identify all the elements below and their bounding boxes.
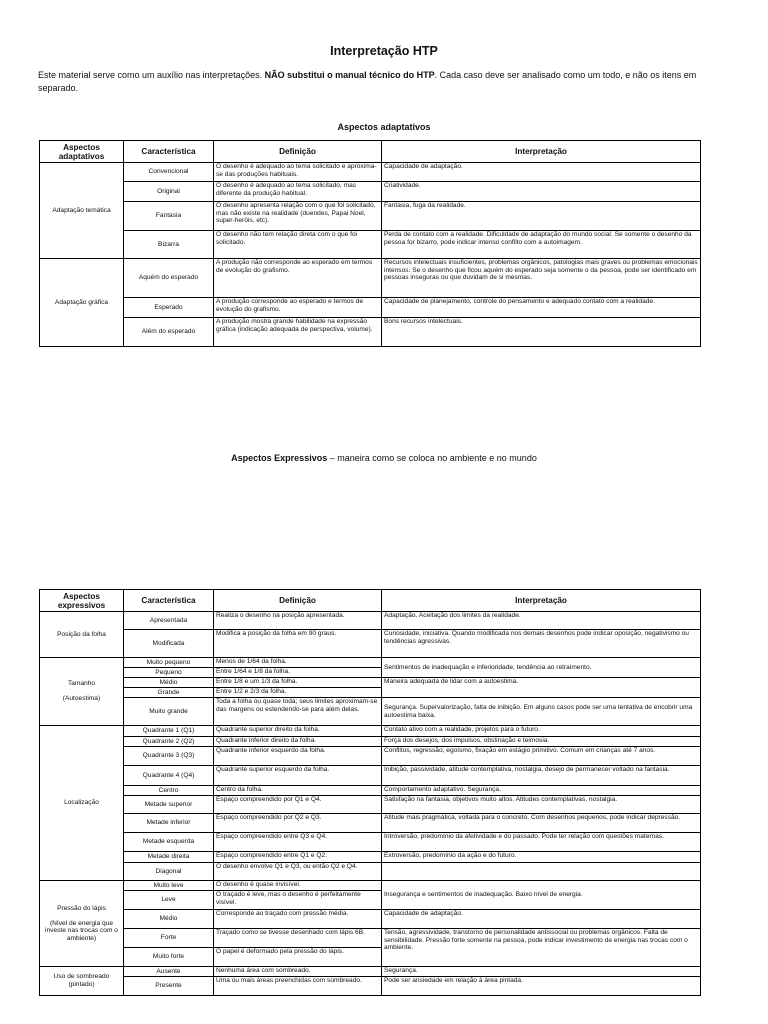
- characteristic-cell: Quadrante 2 (Q2): [124, 737, 214, 747]
- characteristic-cell: Ausente: [124, 967, 214, 977]
- characteristic-cell: Muito pequeno: [124, 658, 214, 668]
- definition-cell: Entre 1/8 e um 1/3 da folha.: [214, 678, 382, 688]
- characteristic-cell: Muito forte: [124, 948, 214, 967]
- intro-text-continued: . Cada caso deve ser analisado como um todo, e não os itens em separado.: [38, 70, 697, 93]
- table-row: [40, 318, 701, 347]
- interpretation-cell: Criatividade.: [382, 182, 701, 202]
- interpretation-cell: Curiosidade, iniciativa. Quando modificada nos demais desenhos pode indicar oposição, negativismo ou tendências agressivas.: [382, 630, 701, 658]
- definition-cell: Quadrante superior direito da folha.: [214, 726, 382, 737]
- aspect-cell: [40, 881, 124, 967]
- table-row: [40, 163, 701, 182]
- definition-cell: Toda a folha ou quase toda; seus limites aproximam-se das margens ou estendendo-se para além delas.: [214, 698, 382, 726]
- table-row: [40, 814, 701, 833]
- aspect-sublabel: (Nível de energia que investe nas trocas com o ambiente): [45, 919, 118, 942]
- definition-cell: Nenhuma área com sombreado.: [214, 967, 382, 977]
- header-definition: Definição: [214, 141, 382, 163]
- characteristic-cell: Original: [124, 182, 214, 202]
- table-row: [40, 786, 701, 796]
- characteristic-cell: Diagonal: [124, 863, 214, 881]
- characteristic-cell: Metade superior: [124, 796, 214, 814]
- definition-cell: Espaço compreendido entre Q3 e Q4.: [214, 833, 382, 852]
- aspect-label: Pressão do lápis: [57, 904, 106, 912]
- table-row: [40, 678, 701, 688]
- intro-text: Este material serve como um auxílio nas interpretações.: [38, 70, 265, 80]
- definition-cell: O desenho é adequado ao tema solicitado, mas diferente da produção habitual.: [214, 182, 382, 202]
- header-interpretation: Interpretação: [382, 590, 701, 612]
- section-title-expressive: [0, 453, 768, 463]
- interpretation-cell: Extroversão, predomínio da ação e do futuro.: [382, 852, 701, 863]
- interpretation-cell: Recursos intelectuais insuficientes, problemas orgânicos, patologias mais graves ou problemas emocionais intensos. Se o desenho que ficou aquém do esperado seja somente o da pessoa, pode ser identificado em pessoas inseguras ou que duvidam de si mesmas.: [382, 259, 701, 298]
- aspect-sublabel: (Autoestima): [62, 695, 101, 703]
- characteristic-cell: Metade direita: [124, 852, 214, 863]
- characteristic-cell: Centro: [124, 786, 214, 796]
- characteristic-cell: Convencional: [124, 163, 214, 182]
- definition-cell: Corresponde ao traçado com pressão média.: [214, 910, 382, 929]
- table-row: [40, 612, 701, 630]
- interpretation-cell: Perda de contato com a realidade. Dificuldade de adaptação do mundo social. Se somente o desenho da pessoa for bizarro, pode indicar intenso conflito com a autoimagem.: [382, 231, 701, 259]
- interpretation-cell: Inibição, passividade, atitude contemplativa, nostalgia, desejo de permanecer voltado na fantasia.: [382, 766, 701, 786]
- characteristic-cell: Metade inferior: [124, 814, 214, 833]
- definition-cell: Espaço compreendido por Q1 e Q4.: [214, 796, 382, 814]
- interpretation-cell: Bons recursos intelectuais.: [382, 318, 701, 347]
- aspect-cell: Uso de sombreado (pintado): [40, 967, 124, 996]
- table-row: [40, 726, 701, 737]
- characteristic-cell: Grande: [124, 688, 214, 698]
- definition-cell: A produção mostra grande habilidade na expressão gráfica (indicação adequada de perspectiva, volume).: [214, 318, 382, 347]
- table-row: [40, 833, 701, 852]
- interpretation-cell: Segurança.: [382, 967, 701, 977]
- characteristic-cell: Quadrante 1 (Q1): [124, 726, 214, 737]
- table-row: [40, 796, 701, 814]
- definition-cell: Traçado como se tivesse desenhado com lápis 6B.: [214, 929, 382, 948]
- definition-cell: A produção não corresponde ao esperado em termos de evolução do grafismo.: [214, 259, 382, 298]
- interpretation-cell: Comportamento adaptativo. Segurança.: [382, 786, 701, 796]
- characteristic-cell: Muito grande: [124, 698, 214, 726]
- table-row: [40, 298, 701, 318]
- definition-cell: Quadrante superior esquerdo da folha.: [214, 766, 382, 786]
- interpretation-cell: Capacidade de adaptação.: [382, 163, 701, 182]
- characteristic-cell: Fantasia: [124, 202, 214, 231]
- interpretation-cell: Sentimentos de inadequação e inferioridade, tendência ao retraimento.: [382, 658, 701, 678]
- characteristic-cell: Aquém do esperado: [124, 259, 214, 298]
- definition-cell: Quadrante inferior direito da folha.: [214, 737, 382, 747]
- interpretation-cell: Pode ser ansiedade em relação à área pintada.: [382, 977, 701, 996]
- table-row: [40, 658, 701, 668]
- definition-cell: O desenho envolve Q1 e Q3, ou então Q2 e Q4.: [214, 863, 382, 881]
- interpretation-cell: Insegurança e sentimentos de inadequação. Baixo nível de energia.: [382, 881, 701, 910]
- table-row: [40, 967, 701, 977]
- table-header-row: [40, 590, 701, 612]
- definition-cell: O desenho não tem relação direta com o que foi solicitado.: [214, 231, 382, 259]
- table-row: [40, 910, 701, 929]
- characteristic-cell: Médio: [124, 678, 214, 688]
- interpretation-cell: Fantasia, fuga da realidade.: [382, 202, 701, 231]
- characteristic-cell: Metade esquerda: [124, 833, 214, 852]
- table-row: [40, 737, 701, 747]
- interpretation-cell: Contato ativo com a realidade, projetos para o futuro.: [382, 726, 701, 737]
- header-definition: Definição: [214, 590, 382, 612]
- section-title-expressive-subtitle: – maneira como se coloca no ambiente e no mundo: [327, 453, 537, 463]
- table-row: [40, 863, 701, 881]
- adaptive-aspects-table: [39, 140, 701, 347]
- definition-cell: Uma ou mais áreas preenchidas com sombreado.: [214, 977, 382, 996]
- definition-cell: Realiza o desenho na posição apresentada.: [214, 612, 382, 630]
- characteristic-cell: Quadrante 3 (Q3): [124, 747, 214, 766]
- aspect-cell: Adaptação temática: [40, 163, 124, 259]
- page-title: Interpretação HTP: [330, 44, 438, 58]
- header-interpretation: Interpretação: [382, 141, 701, 163]
- aspect-label: Tamanho: [67, 680, 96, 688]
- table-row: [40, 231, 701, 259]
- interpretation-cell: Capacidade de planejamento, controle do pensamento e adequado contato com a realidade.: [382, 298, 701, 318]
- interpretation-cell: Capacidade de adaptação.: [382, 910, 701, 929]
- characteristic-cell: Apresentada: [124, 612, 214, 630]
- table-header-row: [40, 141, 701, 163]
- characteristic-cell: Forte: [124, 929, 214, 948]
- definition-cell: Quadrante inferior esquerdo da folha.: [214, 747, 382, 766]
- interpretation-cell: [382, 863, 701, 881]
- interpretation-cell: Satisfação na fantasia, objetivos muito altos. Atitudes contemplativas, nostalgia.: [382, 796, 701, 814]
- definition-cell: Entre 1/64 e 1/8 da folha.: [214, 668, 382, 678]
- table-row: [40, 630, 701, 658]
- definition-cell: O desenho é adequado ao tema solicitado e aproxima-se das produções habituais.: [214, 163, 382, 182]
- interpretation-cell: Conflitos, regressão, egoísmo, fixação em estágio primitivo. Comum em crianças até 7 anos.: [382, 747, 701, 766]
- aspect-cell: Localização: [40, 726, 124, 881]
- expressive-aspects-table: [39, 589, 701, 996]
- interpretation-cell: Segurança. Supervalorização, falta de inibição. Em alguns casos pode ser uma tentativa de encobrir uma autoestima baixa.: [382, 698, 701, 726]
- definition-cell: Entre 1/2 e 2/3 da folha.: [214, 688, 382, 698]
- interpretation-cell: Tensão, agressividade, transtorno de personalidade antissocial ou problemas orgânicos. Falta de sensibilidade. Pressão forte somente na pessoa, pode indicar investimento de energia nas trocas com o ambiente.: [382, 929, 701, 967]
- section-title-expressive-bold: Aspectos Expressivos: [231, 453, 328, 463]
- characteristic-cell: Pequeno: [124, 668, 214, 678]
- table-row: [40, 929, 701, 948]
- definition-cell: Menos de 1/64 da folha.: [214, 658, 382, 668]
- aspect-cell: Adaptação gráfica: [40, 259, 124, 347]
- definition-cell: Centro da folha.: [214, 786, 382, 796]
- table-row: [40, 881, 701, 891]
- interpretation-cell: Maneira adequada de lidar com a autoestima.: [382, 678, 701, 698]
- definition-cell: Espaço compreendido por Q2 e Q3.: [214, 814, 382, 833]
- interpretation-cell: Adaptação. Aceitação dos limites da realidade.: [382, 612, 701, 630]
- characteristic-cell: Além do esperado: [124, 318, 214, 347]
- characteristic-cell: Bizarra: [124, 231, 214, 259]
- intro-paragraph: [38, 69, 708, 94]
- characteristic-cell: Esperado: [124, 298, 214, 318]
- interpretation-cell: Atitude mais pragmática, voltada para o concreto. Com desenhos pequenos, pode indicar depressão.: [382, 814, 701, 833]
- definition-cell: O desenho é quase invisível.: [214, 881, 382, 891]
- section-title-adaptive: Aspectos adaptativos: [337, 122, 431, 132]
- table-row: [40, 259, 701, 298]
- aspect-cell: [40, 658, 124, 726]
- interpretation-cell: Força dos desejos, dos impulsos, obstinação e teimosia.: [382, 737, 701, 747]
- header-characteristic: Característica: [124, 141, 214, 163]
- characteristic-cell: Presente: [124, 977, 214, 996]
- characteristic-cell: Leve: [124, 891, 214, 910]
- definition-cell: O traçado é leve, mas o desenho é perfeitamente visível.: [214, 891, 382, 910]
- characteristic-cell: Modificada: [124, 630, 214, 658]
- table-row: [40, 182, 701, 202]
- definition-cell: O desenho apresenta relação com o que foi solicitado, mas não existe na realidade (duendes, Papai Noel, super-heróis, etc).: [214, 202, 382, 231]
- table-row: [40, 852, 701, 863]
- definition-cell: O papel é deformado pela pressão do lápis.: [214, 948, 382, 967]
- header-aspect: Aspectos adaptativos: [40, 141, 124, 163]
- header-characteristic: Característica: [124, 590, 214, 612]
- table-row: [40, 698, 701, 726]
- header-aspect: Aspectos expressivos: [40, 590, 124, 612]
- interpretation-cell: Introversão, predomínio da afetividade e do passado. Pode ter relação com questões maternas.: [382, 833, 701, 852]
- table-row: [40, 202, 701, 231]
- table-row: [40, 766, 701, 786]
- table-row: [40, 977, 701, 996]
- characteristic-cell: Médio: [124, 910, 214, 929]
- aspect-cell: Posição da folha: [40, 612, 124, 658]
- definition-cell: Modifica a posição da folha em 90 graus.: [214, 630, 382, 658]
- table-row: [40, 747, 701, 766]
- definition-cell: Espaço compreendido entre Q1 e Q2.: [214, 852, 382, 863]
- characteristic-cell: Muito leve: [124, 881, 214, 891]
- characteristic-cell: Quadrante 4 (Q4): [124, 766, 214, 786]
- definition-cell: A produção corresponde ao esperado e termos de evolução do grafismo.: [214, 298, 382, 318]
- intro-bold-text: NÃO substitui o manual técnico do HTP: [264, 70, 435, 80]
